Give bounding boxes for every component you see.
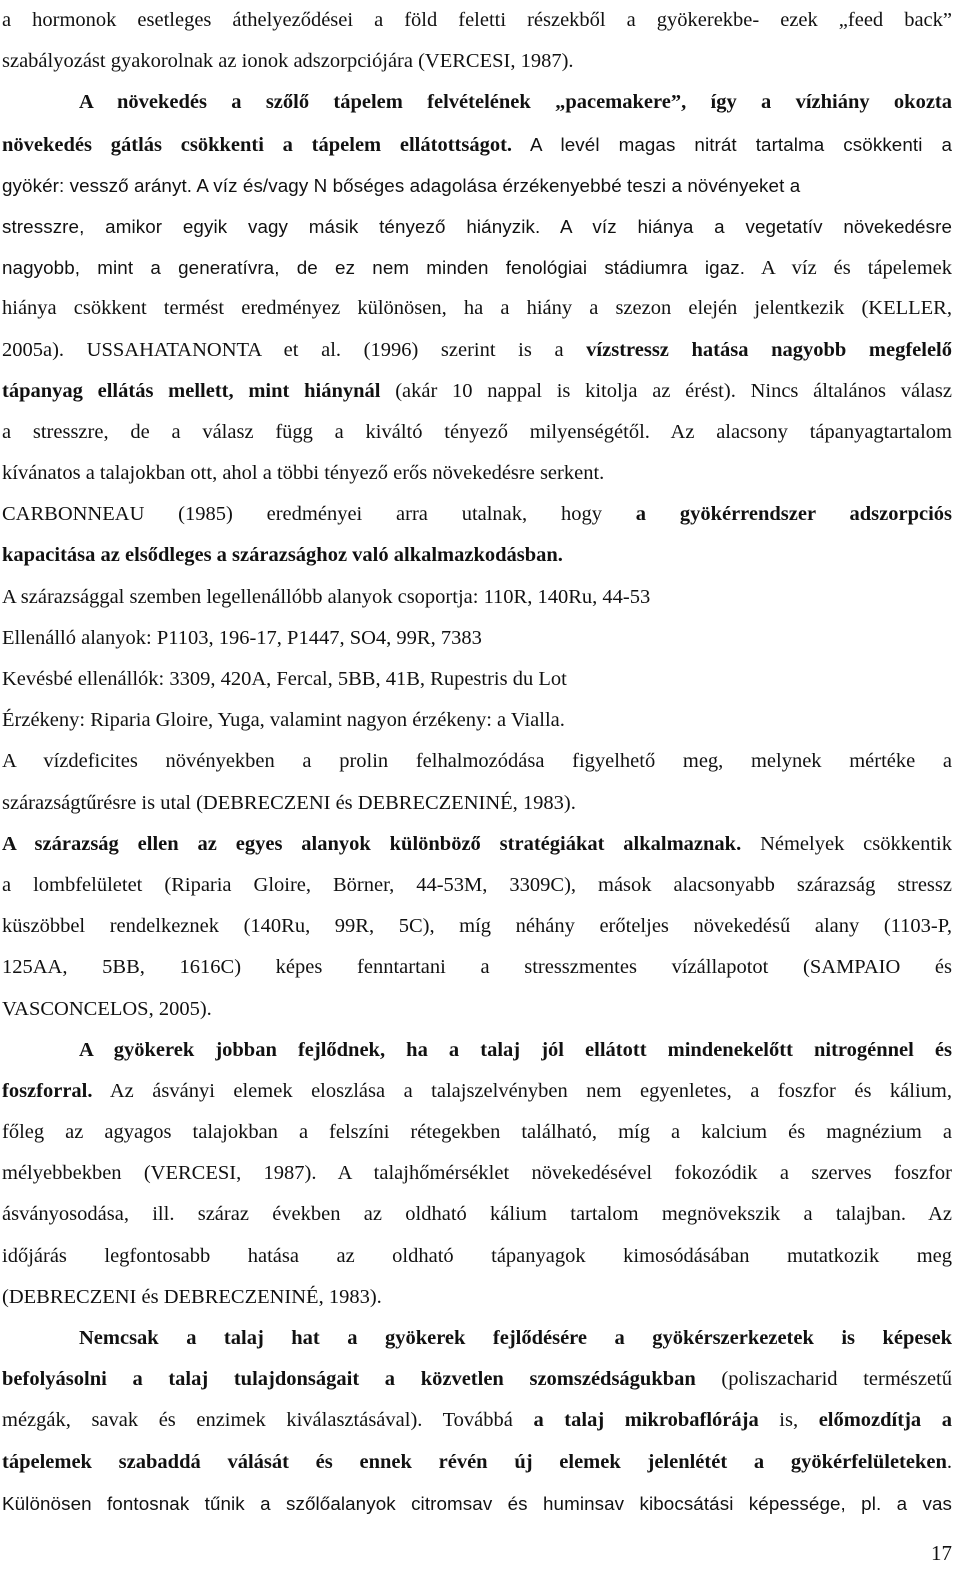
text-line <box>2 947 952 988</box>
text-line <box>2 1359 952 1400</box>
bold-text-segment: vízstressz hatása nagyobb megfelelő <box>586 338 952 361</box>
text-line <box>2 1483 952 1524</box>
text-line <box>2 1112 952 1153</box>
text-line <box>2 824 952 865</box>
text-line <box>2 989 952 1030</box>
text-line <box>2 865 952 906</box>
bold-text-segment: a gyökérrendszer adszorpciós <box>635 503 952 526</box>
text-segment: Ellenálló alanyok: P1103, 196-17, P1447, SO4, 99R, 7383 <box>2 626 482 649</box>
text-segment: időjárás legfontosabb hatása az oldható tápanyagok kimosódásában mutatkozik meg <box>2 1244 952 1267</box>
text-segment: küszöbbel rendelkeznek (140Ru, 99R, 5C), míg néhány erőteljes növekedésű alany (1103-P, <box>2 915 952 938</box>
text-segment: a lombfelületet (Riparia Gloire, Börner, 44-53M, 3309C), mások alacsonyabb szárazság stressz <box>2 873 952 896</box>
text-segment: Kevésbé ellenállók: 3309, 420A, Fercal, 5BB, 41B, Rupestris du Lot <box>2 668 567 690</box>
text-line <box>2 82 952 123</box>
bold-text-segment: tápanyag ellátás mellett, mint hiánynál <box>2 379 381 402</box>
text-line <box>2 535 952 576</box>
text-line <box>2 247 952 288</box>
text-segment: A levél magas nitrát tartalma csökkenti a <box>512 133 952 155</box>
text-line <box>2 41 952 82</box>
text-line <box>2 741 952 782</box>
text-line <box>2 659 952 700</box>
text-line <box>2 124 952 165</box>
text-segment: szabályozást gyakorolnak az ionok adszorpciójára (VERCESI, 1987). <box>2 50 574 73</box>
text-segment: mézgák, savak és enzimek kiválasztásával). Továbbá <box>2 1409 534 1432</box>
text-segment: a hormonok esetleges áthelyeződései a föld feletti részekből a gyökerekbe- ezek „feed back” <box>2 9 952 31</box>
page-number: 17 <box>931 1541 952 1565</box>
text-segment: Különösen fontosnak tűnik a szőlőalanyok citromsav és huminsav kibocsátási képessége, pl. a vas <box>2 1492 952 1514</box>
text-segment: szárazságtűrésre is utal (DEBRECZENI és DEBRECZENINÉ, 1983). <box>2 791 576 814</box>
text-line <box>2 1277 952 1318</box>
text-segment: hiánya csökkent termést eredményez különösen, ha a hiány a szezon elején jelentkezik (KELLER, <box>2 297 952 320</box>
text-segment: 2005a). USSAHATANONTA et al. (1996) szerint is a <box>2 338 587 361</box>
text-line <box>2 206 952 247</box>
bold-text-segment: kapacitása az elsődleges a szárazsághoz való alkalmazkodásban. <box>2 544 563 567</box>
text-line <box>2 1442 952 1483</box>
text-segment: stresszre, amikor egyik vagy másik tényező hiányzik. A víz hiánya a vegetatív növekedésre <box>2 215 952 237</box>
body-text <box>2 0 952 1524</box>
bold-text-segment: foszforral. <box>2 1079 93 1102</box>
text-line <box>2 783 952 824</box>
text-line <box>2 412 952 453</box>
text-line <box>2 1071 952 1112</box>
text-segment: főleg az agyagos talajokban a felszíni rétegekben található, míg a kalcium és magnézium a <box>2 1121 952 1144</box>
text-segment: kívánatos a talajokban ott, ahol a többi tényező erős növekedésre serkent. <box>2 462 605 485</box>
text-segment: mélyebbekben (VERCESI, 1987). A talajhőmérséklet növekedésével fokozódik a szerves foszfor <box>2 1162 952 1185</box>
text-line <box>2 371 952 412</box>
text-line <box>2 618 952 659</box>
text-segment: (DEBRECZENI és DEBRECZENINÉ, 1983). <box>2 1285 382 1308</box>
text-segment: A vízdeficites növényekben a prolin felhalmozódása figyelhető meg, melynek mértéke a <box>2 750 952 773</box>
text-line <box>2 494 952 535</box>
text-line <box>2 1030 952 1071</box>
text-line <box>2 1194 952 1235</box>
bold-text-segment: A gyökerek jobban fejlődnek, ha a talaj jól ellátott mindenekelőtt nitrogénnel és <box>79 1038 952 1061</box>
text-line <box>2 1318 952 1359</box>
text-line <box>2 0 952 41</box>
text-segment: CARBONNEAU (1985) eredményei arra utalnak, hogy <box>2 503 636 526</box>
text-segment: Némelyek csökkentik <box>741 832 952 855</box>
bold-text-segment: A növekedés a szőlő tápelem felvételének „pacemakere”, így a vízhiány okozta <box>79 91 952 114</box>
text-segment: Érzékeny: Riparia Gloire, Yuga, valamint nagyon érzékeny: a Vialla. <box>2 709 565 732</box>
text-segment: Az ásványi elemek eloszlása a talajszelvényben nem egyenletes, a foszfor és kálium, <box>92 1079 952 1102</box>
text-segment: ásványosodása, ill. száraz években az oldható kálium tartalom megnövekszik a talajban. Az <box>2 1203 952 1226</box>
bold-text-segment: a talaj mikrobaflórája <box>533 1409 759 1432</box>
document-page <box>2 0 952 1524</box>
text-line <box>2 577 952 618</box>
text-segment: gyökér: vessző arányt. A víz és/vagy N bőséges adagolása érzékenyebbé teszi a növényeket a <box>2 174 801 196</box>
text-line <box>2 906 952 947</box>
text-segment: A víz és tápelemek <box>745 257 952 280</box>
text-segment: . <box>946 1450 952 1473</box>
text-segment: (poliszacharid természetű <box>695 1368 952 1391</box>
text-segment: 125AA, 5BB, 1616C) képes fenntartani a stresszmentes vízállapotot (SAMPAIO és <box>2 956 952 979</box>
text-segment: VASCONCELOS, 2005). <box>2 997 212 1020</box>
bold-text-segment: befolyásolni a talaj tulajdonságait a közvetlen szomszédságukban <box>2 1368 696 1391</box>
bold-text-segment: növekedés gátlás csökkenti a tápelem ellátottságot. <box>2 133 513 156</box>
bold-text-segment: előmozdítja a <box>818 1409 952 1432</box>
bold-text-segment: A szárazság ellen az egyes alanyok különböző stratégiákat alkalmaznak. <box>2 832 742 855</box>
text-line <box>2 700 952 741</box>
text-line <box>2 330 952 371</box>
text-segment: is, <box>758 1409 819 1432</box>
bold-text-segment: tápelemek szabaddá válását és ennek révén új elemek jelenlétét a gyökérfelületeken <box>2 1450 947 1473</box>
text-segment: a stresszre, de a válasz függ a kiváltó tényező milyenségétől. Az alacsony tápanyagtartalom <box>2 420 952 443</box>
text-line <box>2 288 952 329</box>
text-line <box>2 165 952 206</box>
text-line <box>2 1236 952 1277</box>
bold-text-segment: Nemcsak a talaj hat a gyökerek fejlődésére a gyökérszerkezetek is képesek <box>79 1327 952 1349</box>
text-segment: nagyobb, mint a generatívra, de ez nem minden fenológiai stádiumra igaz. <box>2 257 746 279</box>
text-segment: (akár 10 nappal is kitolja az érést). Nincs általános válasz <box>380 379 952 402</box>
text-line <box>2 1153 952 1194</box>
text-segment: A szárazsággal szemben legellenállóbb alanyok csoportja: 110R, 140Ru, 44-53 <box>2 585 651 608</box>
text-line <box>2 453 952 494</box>
text-line <box>2 1400 952 1441</box>
